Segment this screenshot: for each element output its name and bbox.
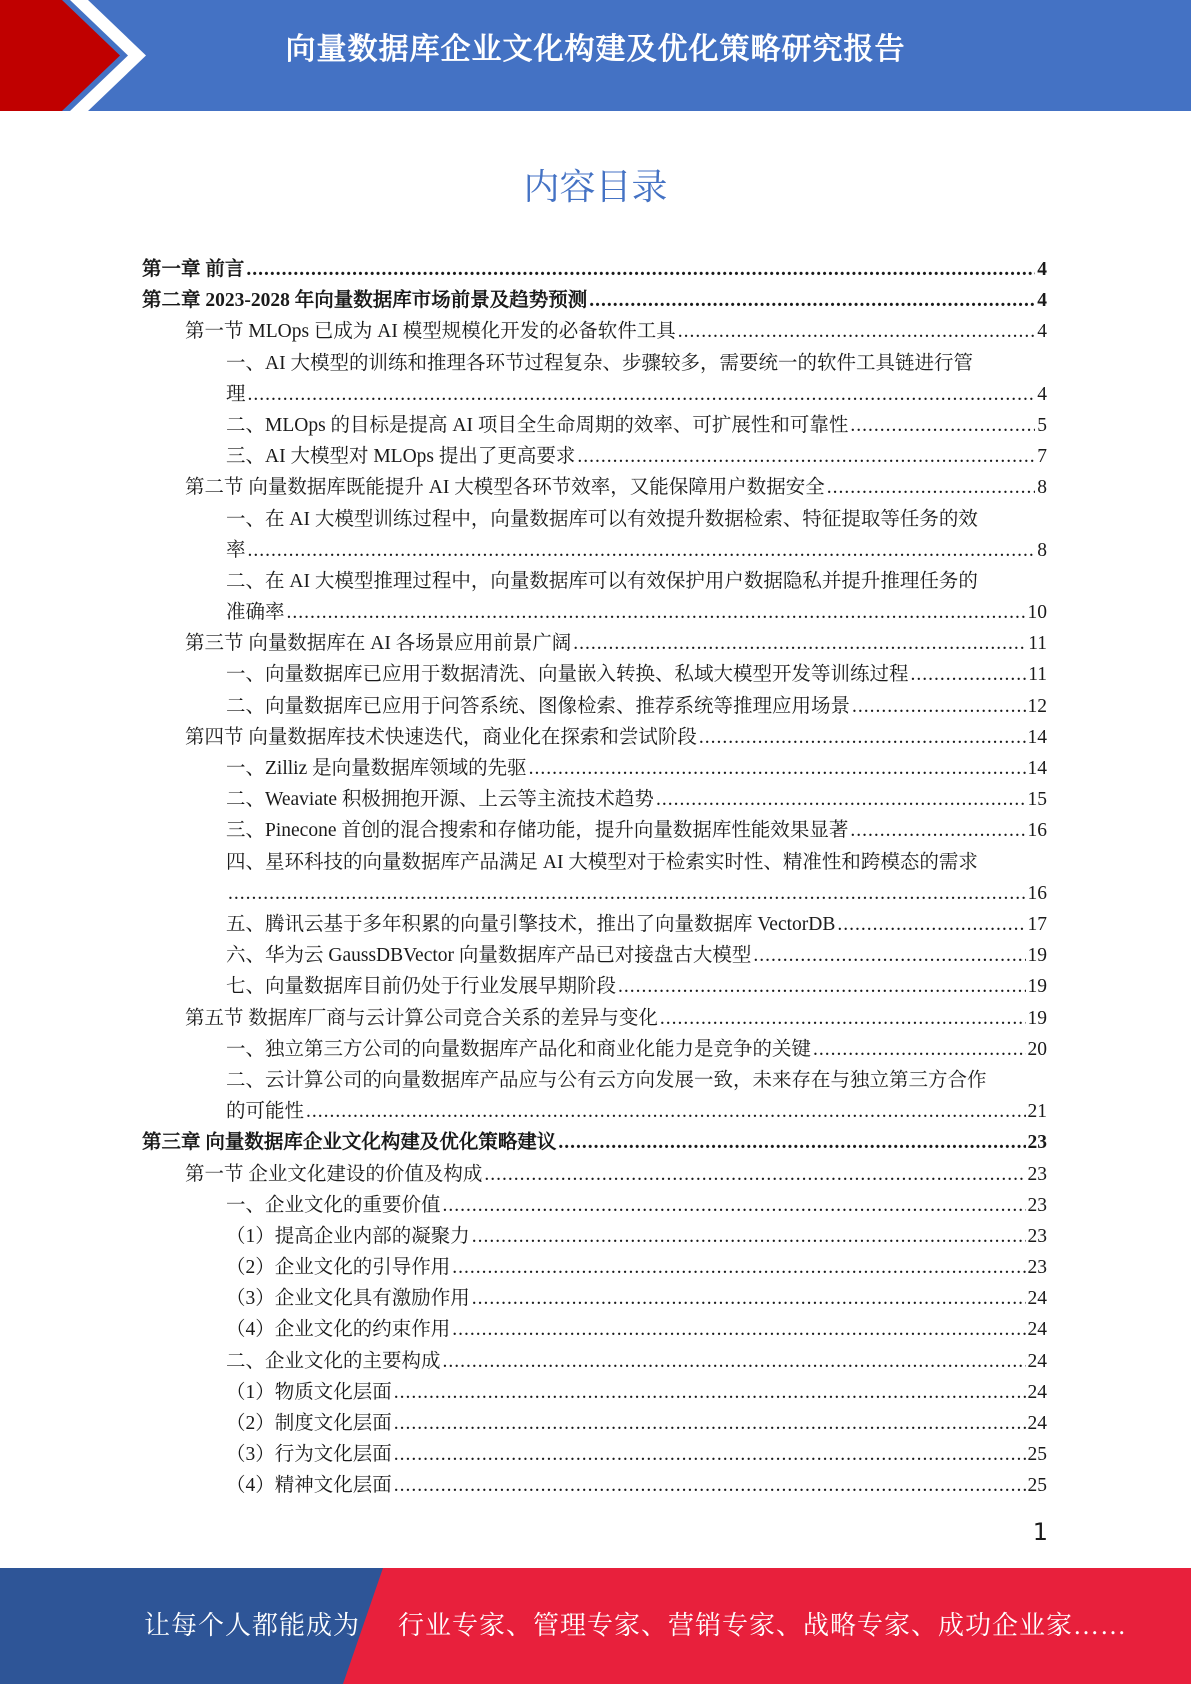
toc-entry[interactable] — [142, 940, 1047, 971]
toc-leader-dots — [573, 628, 1026, 659]
toc-entry-page: 7 — [1037, 446, 1047, 468]
toc-entry-page: 24 — [1027, 1381, 1047, 1403]
toc-entry-title: 五、腾讯云基于多年积累的向量引擎技术，推出了向量数据库 VectorDB — [226, 914, 836, 935]
toc-entry-page: 8 — [1037, 477, 1047, 499]
toc-entry[interactable] — [142, 1408, 1047, 1439]
toc-entry[interactable] — [142, 1190, 1047, 1221]
toc-entry-page: 4 — [1037, 259, 1047, 280]
toc-entry-page: 23 — [1027, 1225, 1047, 1247]
toc-entry-page: 25 — [1027, 1475, 1047, 1497]
toc-entry-title: 第一节 企业文化建设的价值及构成 — [185, 1163, 483, 1185]
toc-entry-page: 8 — [1037, 539, 1047, 561]
report-title: 向量数据库企业文化构建及优化策略研究报告 — [285, 32, 906, 67]
toc-entry-title: 一、企业文化的重要价值 — [226, 1194, 441, 1216]
toc-entry-title: 二、云计算公司的向量数据库产品应与公有云方向发展一致，未来存在与独立第三方合作 — [226, 1069, 987, 1091]
toc-leader-dots — [246, 254, 1035, 285]
toc-entry[interactable] — [142, 410, 1047, 441]
toc-leader-dots — [306, 1096, 1025, 1127]
toc-entry[interactable] — [142, 784, 1047, 815]
toc-entry[interactable] — [142, 1377, 1047, 1408]
toc-entry[interactable] — [142, 659, 1047, 690]
toc-entry-page: 4 — [1037, 383, 1047, 405]
toc-entry[interactable] — [142, 1221, 1047, 1252]
toc-entry-page: 24 — [1027, 1319, 1047, 1341]
toc-entry-page: 23 — [1027, 1163, 1047, 1185]
toc-entry[interactable] — [142, 909, 1047, 940]
toc-entry-page: 23 — [1027, 1257, 1047, 1279]
footer-band — [0, 1568, 1191, 1684]
toc-leader-dots — [589, 285, 1035, 316]
toc-entry[interactable] — [142, 815, 1047, 846]
toc-leader-dots — [850, 815, 1025, 846]
toc-entry-title: 第一节 MLOps 已成为 AI 模型规模化开发的必备软件工具 — [185, 321, 676, 343]
toc-leader-dots — [248, 379, 1036, 410]
toc-entry[interactable] — [142, 566, 1047, 628]
toc-entry-page: 11 — [1028, 664, 1047, 686]
toc-entry[interactable] — [142, 722, 1047, 753]
toc-entry-title: （1）提高企业内部的凝聚力 — [226, 1225, 470, 1247]
toc-entry-title: 第二节 向量数据库既能提升 AI 大模型各环节效率，又能保障用户数据安全 — [185, 477, 825, 499]
toc-entry[interactable] — [142, 1346, 1047, 1377]
toc-entry-title: （2）企业文化的引导作用 — [226, 1257, 451, 1279]
toc-leader-dots — [577, 441, 1035, 472]
toc-entry-page: 19 — [1027, 976, 1047, 998]
toc-entry-title: （2）制度文化层面 — [226, 1413, 392, 1435]
toc-entry-page: 10 — [1027, 602, 1047, 624]
toc-entry-title: （3）行为文化层面 — [226, 1444, 392, 1466]
toc-leader-dots — [394, 1470, 1026, 1501]
toc-entry-title-continued: 准确率 — [226, 602, 285, 624]
toc-entry-title: 一、Zilliz 是向量数据库领域的先驱 — [226, 758, 527, 780]
toc-leader-dots — [678, 316, 1036, 347]
footer-slogan-right: 行业专家、管理专家、营销专家、战略专家、成功企业家…… — [398, 1611, 1128, 1640]
toc-entry-page: 15 — [1027, 789, 1047, 811]
toc-entry-title: 二、向量数据库已应用于问答系统、图像检索、推荐系统等推理应用场景 — [226, 695, 851, 717]
toc-heading: 内容目录 — [523, 167, 668, 208]
toc-entry-title: （4）精神文化层面 — [226, 1475, 392, 1497]
toc-entry-title: 第一章 前言 — [142, 259, 245, 280]
toc-leader-dots — [452, 1314, 1025, 1345]
toc-leader-dots — [656, 784, 1026, 815]
toc-entry-title: 一、在 AI 大模型训练过程中，向量数据库可以有效提升数据检索、特征提取等任务的效 — [226, 508, 978, 530]
toc-entry-title: 第四节 向量数据库技术快速迭代，商业化在探索和尝试阶段 — [185, 726, 697, 748]
toc-leader-dots — [850, 410, 1035, 441]
toc-entry-title: （4）企业文化的约束作用 — [226, 1319, 451, 1341]
toc-leader-dots — [911, 659, 1027, 690]
header-arrow-decoration — [0, 0, 160, 111]
toc-entry[interactable] — [142, 1034, 1047, 1065]
footer-slogan-left: 让每个人都能成为 — [144, 1611, 361, 1640]
toc-leader-dots — [394, 1439, 1026, 1470]
toc-entry[interactable] — [142, 1003, 1047, 1034]
toc-entry-page: 11 — [1028, 633, 1047, 655]
toc-entry[interactable] — [142, 628, 1047, 659]
toc-entry-title: 第二章 2023-2028 年向量数据库市场前景及趋势预测 — [142, 290, 588, 312]
toc-leader-dots — [837, 909, 1025, 940]
toc-entry-title: 六、华为云 GaussDBVector 向量数据库产品已对接盘古大模型 — [226, 945, 752, 967]
toc-leader-dots — [558, 1127, 1025, 1158]
table-of-contents — [142, 254, 1047, 1502]
toc-entry[interactable] — [142, 1065, 1047, 1127]
toc-entry-page: 19 — [1027, 945, 1047, 967]
toc-leader-dots — [529, 753, 1026, 784]
toc-leader-dots — [443, 1190, 1026, 1221]
toc-entry-page: 19 — [1027, 1007, 1047, 1029]
toc-leader-dots — [618, 971, 1025, 1002]
toc-entry-title: 一、独立第三方公司的向量数据库产品化和商业化能力是竞争的关键 — [226, 1038, 812, 1060]
toc-entry-title: 第三章 向量数据库企业文化构建及优化策略建议 — [142, 1132, 557, 1154]
toc-entry[interactable] — [142, 285, 1047, 316]
toc-entry[interactable] — [142, 1439, 1047, 1470]
toc-entry-page: 24 — [1027, 1413, 1047, 1435]
toc-entry-page: 17 — [1027, 914, 1047, 935]
toc-entry-page: 24 — [1027, 1350, 1047, 1372]
toc-entry-title: 四、星环科技的向量数据库产品满足 AI 大模型对于检索实时性、精准性和跨模态的需求 — [226, 851, 978, 873]
toc-entry-title: 三、AI 大模型对 MLOps 提出了更高要求 — [226, 446, 576, 468]
toc-entry[interactable] — [142, 753, 1047, 784]
toc-entry-title: （3）企业文化具有激励作用 — [226, 1288, 470, 1310]
toc-leader-dots — [228, 878, 1026, 909]
toc-leader-dots — [813, 1034, 1025, 1065]
toc-entry[interactable] — [142, 691, 1047, 722]
toc-leader-dots — [248, 535, 1036, 566]
toc-entry[interactable] — [142, 847, 1047, 909]
toc-leader-dots — [394, 1377, 1026, 1408]
toc-entry-page: 16 — [1027, 820, 1047, 842]
toc-leader-dots — [452, 1252, 1025, 1283]
toc-entry[interactable] — [142, 1314, 1047, 1345]
toc-leader-dots — [852, 691, 1025, 722]
toc-entry[interactable] — [142, 316, 1047, 347]
toc-entry[interactable] — [142, 1252, 1047, 1283]
toc-entry-page: 4 — [1037, 321, 1047, 343]
toc-entry-page: 5 — [1037, 414, 1047, 436]
toc-entry-page: 23 — [1027, 1194, 1047, 1216]
toc-entry-title: 二、Weaviate 积极拥抱开源、上云等主流技术趋势 — [226, 789, 654, 811]
toc-entry[interactable] — [142, 504, 1047, 566]
toc-entry-title: 第五节 数据库厂商与云计算公司竞合关系的差异与变化 — [185, 1007, 658, 1029]
header-band — [0, 0, 1191, 111]
toc-entry-title: （1）物质文化层面 — [226, 1381, 392, 1403]
toc-leader-dots — [660, 1003, 1026, 1034]
toc-leader-dots — [827, 472, 1036, 503]
toc-entry-title: 七、向量数据库目前仍处于行业发展早期阶段 — [226, 976, 617, 998]
toc-leader-dots — [484, 1159, 1025, 1190]
toc-leader-dots — [394, 1408, 1026, 1439]
toc-entry[interactable] — [142, 971, 1047, 1002]
toc-entry-page: 14 — [1027, 726, 1047, 748]
toc-entry-title: 二、MLOps 的目标是提高 AI 项目全生命周期的效率、可扩展性和可靠性 — [226, 414, 849, 436]
toc-leader-dots — [699, 722, 1026, 753]
toc-entry-page: 12 — [1027, 695, 1047, 717]
toc-entry[interactable] — [142, 1127, 1047, 1158]
toc-entry[interactable] — [142, 1159, 1047, 1190]
toc-entry-page: 14 — [1027, 758, 1047, 780]
toc-entry-page: 20 — [1027, 1038, 1047, 1060]
toc-entry-title-continued: 理 — [226, 383, 246, 405]
toc-entry-page: 23 — [1027, 1132, 1047, 1154]
toc-leader-dots — [753, 940, 1025, 971]
toc-entry-title-continued: 率 — [226, 539, 246, 561]
toc-entry-title: 第三节 向量数据库在 AI 各场景应用前景广阔 — [185, 633, 572, 655]
toc-entry[interactable] — [142, 348, 1047, 410]
page-number: 1 — [1032, 1518, 1048, 1546]
toc-entry[interactable] — [142, 1283, 1047, 1314]
toc-leader-dots — [443, 1346, 1026, 1377]
toc-leader-dots — [472, 1221, 1026, 1252]
toc-leader-dots — [472, 1283, 1026, 1314]
toc-entry-title: 二、在 AI 大模型推理过程中，向量数据库可以有效保护用户数据隐私并提升推理任务的 — [226, 570, 978, 592]
toc-entry[interactable] — [142, 254, 1047, 285]
toc-entry[interactable] — [142, 1470, 1047, 1501]
toc-entry-page: 24 — [1027, 1288, 1047, 1310]
toc-entry-title: 二、企业文化的主要构成 — [226, 1350, 441, 1372]
toc-entry-page: 4 — [1037, 290, 1047, 312]
toc-entry-page: 21 — [1027, 1101, 1047, 1123]
toc-entry[interactable] — [142, 472, 1047, 503]
toc-entry-title: 三、Pinecone 首创的混合搜索和存储功能，提升向量数据库性能效果显著 — [226, 820, 849, 842]
toc-leader-dots — [287, 597, 1026, 628]
toc-entry-title: 一、向量数据库已应用于数据清洗、向量嵌入转换、私域大模型开发等训练过程 — [226, 664, 909, 686]
toc-entry[interactable] — [142, 441, 1047, 472]
toc-entry-title: 一、AI 大模型的训练和推理各环节过程复杂、步骤较多，需要统一的软件工具链进行管 — [226, 352, 973, 374]
toc-entry-page: 16 — [1027, 882, 1047, 904]
toc-entry-title-continued: 的可能性 — [226, 1101, 305, 1123]
toc-entry-page: 25 — [1027, 1444, 1047, 1466]
